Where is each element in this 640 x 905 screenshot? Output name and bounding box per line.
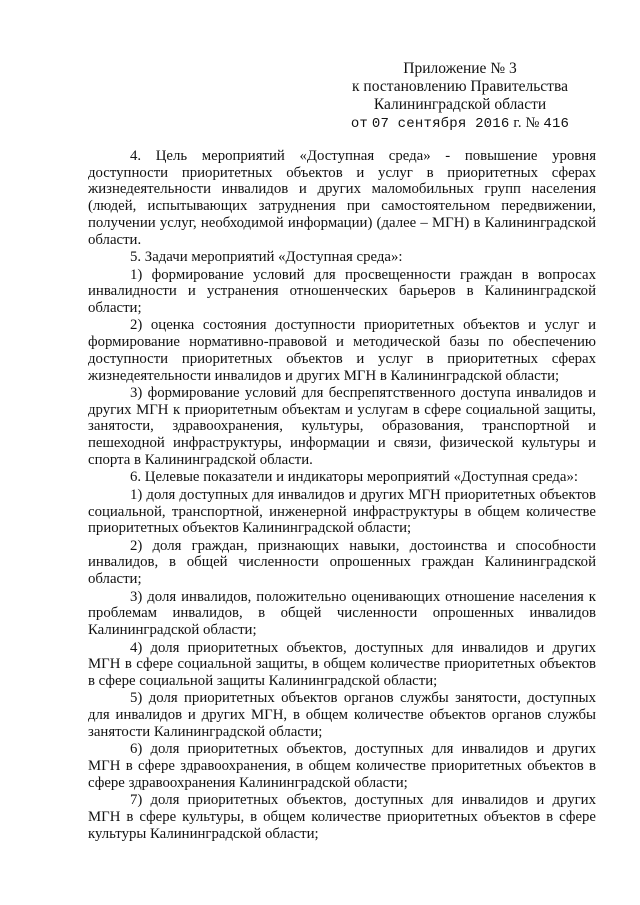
paragraph-task-1: 1) формирование условий для просвещенности граждан в вопросах инвалидности и устранения отношенческих барьеров в Калининградской области; [88,266,596,316]
paragraph-indicator-1: 1) доля доступных для инвалидов и других МГН приоритетных объектов социальной, транспортной, инженерной инфраструктуры в общем количестве приоритетных объектов Калининградской области; [88,486,596,537]
paragraph-indicator-7: 7) доля приоритетных объектов, доступных для инвалидов и других МГН в сфере культуры, в общем количестве приоритетных объектов в сфере культуры Калининградской области; [88,792,596,842]
appendix-header [340,60,580,133]
paragraph-task-2: 2) оценка состояния доступности приоритетных объектов и услуг и формирование нормативно-правовой и методической базы по обеспечению доступности приоритетных объектов и услуг в приоритетных сферах жизнедеятельности инвалидов и других МГН в Калининградской области; [88,317,596,384]
paragraph-indicator-6: 6) доля приоритетных объектов, доступных для инвалидов и других МГН в сфере здравоохранения, в общем количестве приоритетных объектов в сфере здравоохранения Калининградской области; [88,741,596,791]
decree-date: 07 сентября 2016 [371,116,510,132]
paragraph-indicator-3: 3) доля инвалидов, положительно оценивающих отношение населения к проблемам инвалидов, в общей численности опрошенных инвалидов Калининградской области; [88,588,596,639]
paragraph-indicator-5: 5) доля приоритетных объектов органов службы занятости, доступных для инвалидов и других МГН, в общем количестве объектов органов службы занятости Калининградской области; [88,690,596,740]
paragraph-task-3: 3) формирование условий для беспрепятственного доступа инвалидов и других МГН к приоритетным объектам и услугам в сфере социальной защиты, занятости, здравоохранения, культуры, образования, транспортной и пешеходной инфраструктуры, информации и связи, физической культуры и спорта в Калининградской области. [88,385,596,468]
paragraph-indicator-4: 4) доля приоритетных объектов, доступных для инвалидов и других МГН в сфере социальной защиты, в общем количестве приоритетных объектов в сфере социальной защиты Калининградской области; [88,639,596,689]
appendix-region: Калининградской области [373,96,547,113]
appendix-date-line [340,114,580,133]
paragraph-indicator-2: 2) доля граждан, признающих навыки, достоинства и способности инвалидов, в общей численности опрошенных граждан Калининградской области; [88,537,596,588]
paragraph-indicators-heading: 6. Целевые показатели и индикаторы мероприятий «Доступная среда»: [130,469,578,486]
paragraph-goal: 4. Цель мероприятий «Доступная среда» - повышение уровня доступности приоритетных объектов и услуг в приоритетных сферах жизнедеятельности инвалидов и других маломобильных групп населения (людей, испытывающих затруднения при самостоятельном передвижении, получении услуг, необходимой информации) (далее – МГН) в Калининградской области. [88,148,596,248]
date-mid: г. № [513,115,540,131]
date-prefix: от [350,116,369,132]
decree-number: 416 [543,116,570,132]
document-body [88,148,596,842]
paragraph-tasks-heading: 5. Задачи мероприятий «Доступная среда»: [130,249,403,266]
appendix-number: Приложение № 3 [403,60,517,77]
appendix-reference: к постановлению Правительства [352,78,568,95]
